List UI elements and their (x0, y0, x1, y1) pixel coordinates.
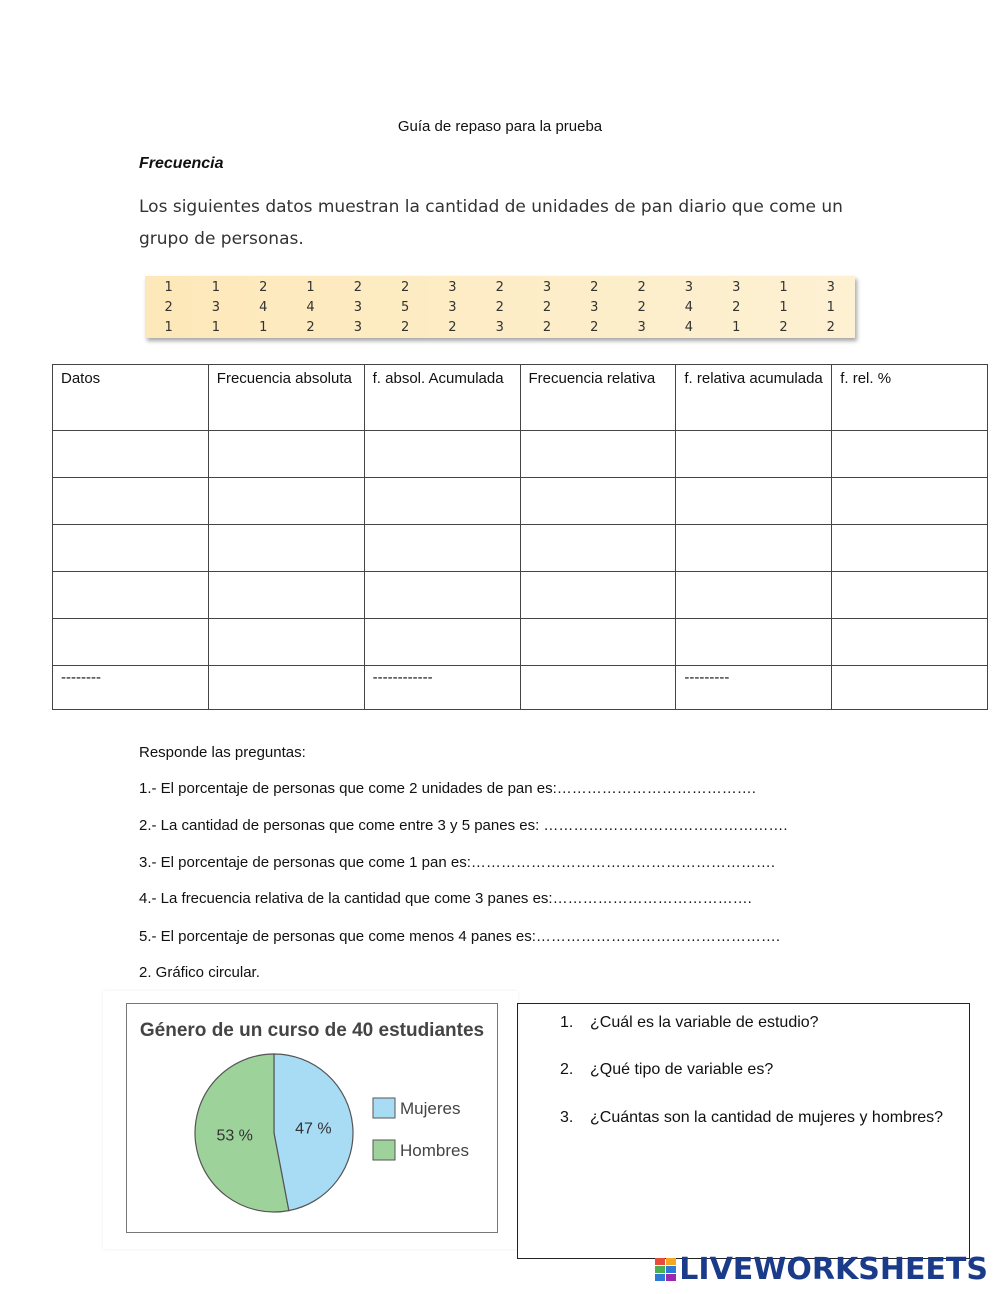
answer-cell[interactable] (364, 478, 520, 525)
data-value: 2 (495, 300, 504, 315)
answer-cell[interactable] (832, 666, 988, 710)
data-value: 1 (732, 320, 741, 335)
legend-swatch-hombres (373, 1140, 395, 1160)
answer-cell[interactable] (53, 478, 209, 525)
questions-box (517, 1003, 970, 1259)
data-grid (145, 278, 855, 338)
data-value: 1 (164, 280, 173, 295)
data-value: 1 (779, 280, 788, 295)
data-value: 4 (306, 300, 315, 315)
data-value: 5 (400, 300, 410, 315)
answer-cell[interactable] (520, 525, 676, 572)
table-header-row (53, 365, 988, 431)
question-3[interactable]: 3.- El porcentaje de personas que come 1 pan es:……………………………………………………. (139, 854, 776, 871)
answer-cell[interactable] (364, 525, 520, 572)
box-question-number: 1. (560, 1014, 574, 1031)
data-value: 1 (779, 300, 788, 315)
legend-label-mujeres: Mujeres (400, 1099, 461, 1118)
question-2[interactable]: 2.- La cantidad de personas que come entre 3 y 5 panes es: …………………………………………. (139, 817, 788, 834)
logo-text: LIVEWORKSHEETS (679, 1252, 988, 1287)
liveworksheets-logo-icon (655, 1258, 677, 1282)
data-value: 2 (400, 280, 410, 295)
answer-cell[interactable] (676, 478, 832, 525)
box-question-number: 2. (560, 1061, 574, 1078)
frequency-table (52, 364, 988, 710)
answer-cell[interactable] (832, 572, 988, 619)
answer-cell[interactable] (53, 431, 209, 478)
answer-cell[interactable] (208, 431, 364, 478)
data-value: 2 (495, 280, 504, 295)
pie-svg (127, 1004, 497, 1232)
data-value: 2 (637, 300, 646, 315)
data-value: 2 (542, 300, 552, 315)
table-row (53, 431, 988, 478)
data-value: 4 (259, 300, 268, 315)
table-header-cell: Frecuencia relativa (520, 365, 676, 431)
total-cell: --------- (676, 666, 832, 710)
data-value: 3 (732, 280, 741, 295)
data-value: 3 (495, 320, 504, 335)
section-heading: Frecuencia (139, 155, 224, 172)
table-total-row (53, 666, 988, 710)
data-value: 1 (306, 280, 315, 295)
data-value: 1 (211, 280, 221, 295)
answer-cell[interactable] (520, 431, 676, 478)
answer-cell[interactable] (364, 619, 520, 666)
data-value: 1 (259, 320, 268, 335)
data-value: 3 (448, 280, 457, 295)
data-value: 1 (826, 300, 835, 315)
answer-cell[interactable] (364, 572, 520, 619)
data-value: 2 (542, 320, 552, 335)
legend-swatch-mujeres (373, 1098, 395, 1118)
data-value: 2 (164, 300, 173, 315)
page-title: Guía de repaso para la prueba (397, 118, 603, 135)
answer-cell[interactable] (520, 619, 676, 666)
data-value: 3 (542, 280, 552, 295)
data-value: 2 (400, 320, 410, 335)
data-value: 2 (353, 280, 362, 295)
data-value: 2 (826, 320, 835, 335)
answer-cell[interactable] (208, 666, 364, 710)
data-value: 3 (353, 300, 362, 315)
table-row (53, 478, 988, 525)
pie-slice-label: 53 % (216, 1127, 253, 1145)
box-question-number: 3. (560, 1109, 574, 1126)
box-question-text: ¿Qué tipo de variable es? (590, 1061, 774, 1078)
table-header-cell: f. absol. Acumulada (364, 365, 520, 431)
data-value: 2 (732, 300, 741, 315)
question-5[interactable]: 5.- El porcentaje de personas que come menos 4 panes es:…………………………………………. (139, 928, 781, 945)
legend-label-hombres: Hombres (400, 1141, 469, 1160)
answer-cell[interactable] (520, 478, 676, 525)
answer-cell[interactable] (53, 525, 209, 572)
data-value: 2 (259, 280, 268, 295)
chart-title: Género de un curso de 40 estudiantes (139, 1020, 485, 1041)
data-value: 2 (306, 320, 315, 335)
box-question-3 (560, 1109, 943, 1127)
answer-cell[interactable] (676, 572, 832, 619)
box-question-text: ¿Cuál es la variable de estudio? (590, 1014, 819, 1031)
data-value: 2 (637, 280, 646, 295)
answer-cell[interactable] (208, 478, 364, 525)
data-value: 4 (684, 300, 694, 315)
data-value: 1 (211, 320, 221, 335)
box-question-2 (560, 1061, 773, 1079)
data-values-row (145, 278, 855, 298)
box-question-1 (560, 1014, 819, 1032)
data-values-row (145, 318, 855, 338)
data-value: 4 (684, 320, 694, 335)
table-header-cell: Datos (53, 365, 209, 431)
data-value: 3 (353, 320, 362, 335)
answer-cell[interactable] (364, 431, 520, 478)
answer-cell[interactable] (520, 666, 676, 710)
intro-text: Los siguientes datos muestran la cantidad de unidades de pan diario que come un grupo de personas. (139, 197, 843, 249)
total-cell: ------------ (364, 666, 520, 710)
data-values-box (145, 276, 855, 338)
data-value: 2 (779, 320, 788, 335)
question-4[interactable]: 4.- La frecuencia relativa de la cantidad que come 3 panes es:…………………………………. (139, 890, 752, 907)
table-header-cell: Frecuencia absoluta (208, 365, 364, 431)
pie-section-heading: 2. Gráfico circular. (139, 964, 260, 981)
data-value: 3 (448, 300, 457, 315)
table-header-cell: f. rel. % (832, 365, 988, 431)
pie-slice-label: 47 % (295, 1120, 332, 1138)
pie-chart (126, 1003, 498, 1233)
data-value: 1 (164, 320, 173, 335)
answer-cell[interactable] (208, 572, 364, 619)
data-value: 3 (211, 300, 221, 315)
table-row (53, 572, 988, 619)
answer-cell[interactable] (676, 525, 832, 572)
data-value: 3 (684, 280, 694, 295)
data-value: 3 (826, 280, 835, 295)
answer-cell[interactable] (53, 572, 209, 619)
answer-cell[interactable] (676, 431, 832, 478)
total-cell: -------- (53, 666, 209, 710)
answer-cell[interactable] (208, 525, 364, 572)
data-value: 3 (637, 320, 646, 335)
answer-cell[interactable] (520, 572, 676, 619)
liveworksheets-logo[interactable] (655, 1252, 988, 1287)
data-value: 2 (448, 320, 457, 335)
answer-cell[interactable] (676, 619, 832, 666)
table-header-cell: f. relativa acumulada (676, 365, 832, 431)
data-values-row (145, 298, 855, 318)
answer-cell[interactable] (832, 619, 988, 666)
questions-intro: Responde las preguntas: (139, 744, 306, 761)
box-question-text: ¿Cuántas son la cantidad de mujeres y hombres? (590, 1109, 944, 1126)
answer-cell[interactable] (53, 619, 209, 666)
table-row (53, 525, 988, 572)
answer-cell[interactable] (832, 525, 988, 572)
data-value: 3 (590, 300, 599, 315)
answer-cell[interactable] (208, 619, 364, 666)
data-value: 2 (590, 280, 599, 295)
answer-cell[interactable] (832, 431, 988, 478)
data-value: 2 (590, 320, 599, 335)
answer-cell[interactable] (832, 478, 988, 525)
table-row (53, 619, 988, 666)
question-1[interactable]: 1.- El porcentaje de personas que come 2 unidades de pan es:…………………………………. (139, 780, 756, 797)
